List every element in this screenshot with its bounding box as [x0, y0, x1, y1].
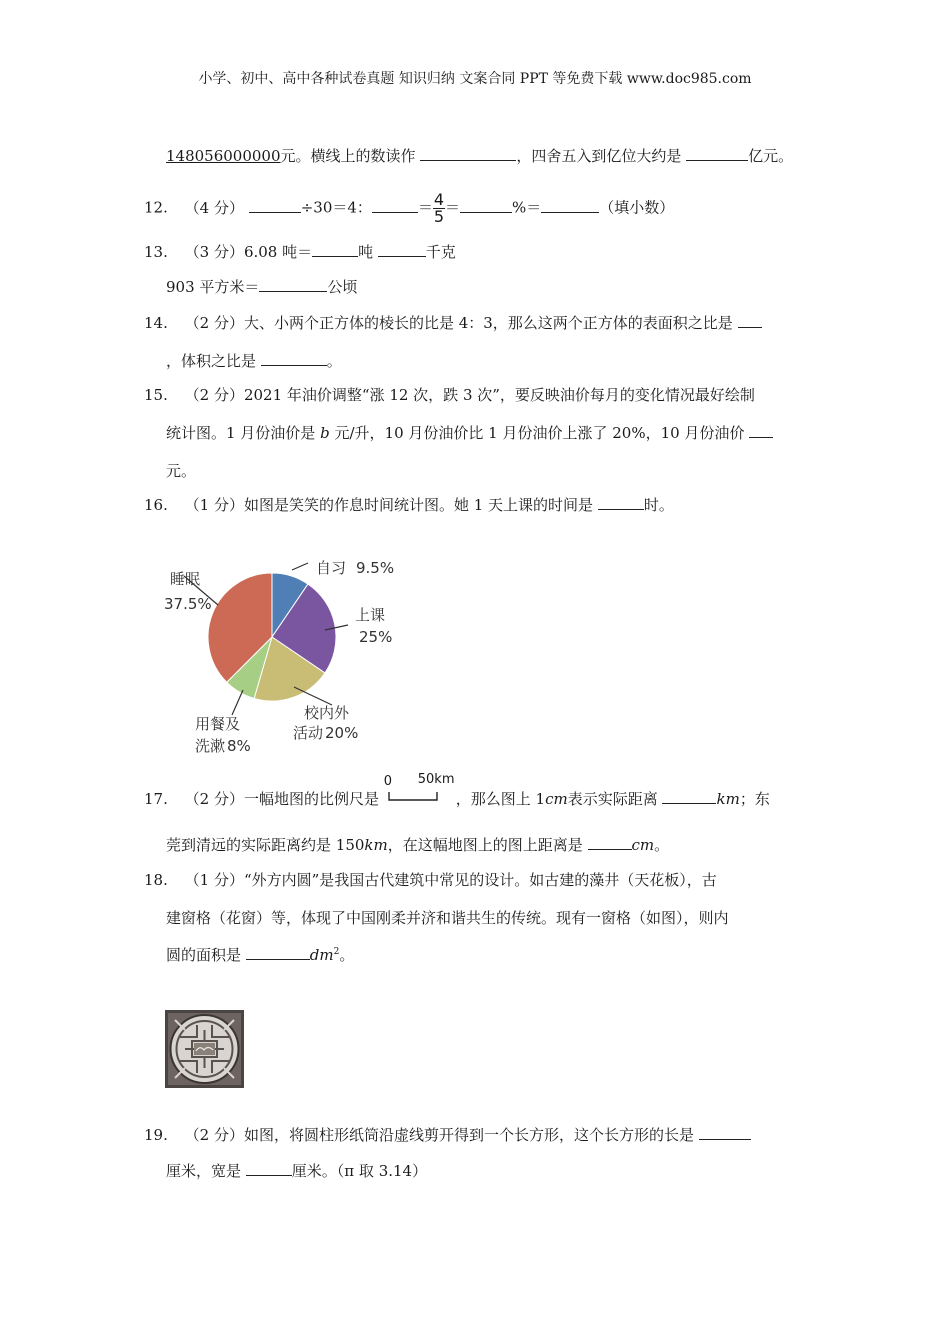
- q13-line1: [144, 241, 456, 262]
- q19-blank-length[interactable]: [699, 1125, 751, 1140]
- q17-unit-cm-2: cm: [631, 836, 655, 854]
- pie-label-sleep-value: 37.5%: [164, 595, 212, 613]
- q18-blank-area[interactable]: [246, 945, 310, 960]
- q17-text2: ，那么图上 1: [455, 790, 546, 808]
- leader-line-meals: [232, 690, 243, 715]
- q18-text1: “外方内圆”是我国古代建筑中常见的设计。如古建的藻井（天花板），古: [243, 871, 717, 889]
- q14-line1: [144, 312, 762, 333]
- q16-line: [144, 494, 674, 515]
- pie-label-class-name: 上课: [355, 606, 386, 624]
- pie-label-sleep-name: 睡眠: [170, 570, 201, 588]
- q17-text4: ；东: [739, 790, 770, 808]
- q12-score: （4 分）: [184, 198, 244, 217]
- q14-text3: 。: [326, 352, 342, 370]
- schedule-pie-chart: [150, 545, 410, 760]
- q15-blank-price[interactable]: [749, 423, 773, 438]
- q12-line: [144, 192, 674, 225]
- q17-unit-km-2: km: [364, 836, 388, 854]
- q15-text1: 2021 年油价调整“涨 12 次，跌 3 次”，要反映油价每月的变化情况最好绘制: [243, 386, 755, 404]
- q13-text3: 千克: [425, 243, 456, 261]
- q15-line3: 元。: [166, 462, 197, 480]
- q19-text2: 厘米，宽是: [166, 1162, 242, 1180]
- q13-text2: 吨: [358, 243, 374, 261]
- q17-unit-km: km: [716, 790, 740, 808]
- q15-line1: [144, 384, 755, 405]
- q12-eq1: ＝: [417, 198, 433, 217]
- q11-line: [166, 145, 793, 166]
- q17-blank-map-distance[interactable]: [588, 835, 632, 850]
- q18-line3: [166, 944, 354, 965]
- q12-fraction: [433, 192, 445, 225]
- q16-number: 16.: [144, 496, 168, 514]
- q14-text2: ，体积之比是: [166, 352, 257, 370]
- leader-line-selfstudy: [292, 563, 308, 570]
- q17-text6: ，在这幅地图上的图上距离是: [387, 836, 583, 854]
- q18-line1: [144, 869, 717, 890]
- fraction-numerator: 4: [433, 190, 445, 209]
- q13-score: （3 分）: [184, 243, 244, 261]
- pie-label-meals-name2: 洗漱: [195, 737, 226, 755]
- q19-blank-width[interactable]: [246, 1161, 292, 1176]
- q19-line2: [166, 1160, 427, 1181]
- q19-text1: 如图，将圆柱形纸筒沿虚线剪开得到一个长方形，这个长方形的长是: [243, 1126, 694, 1144]
- q16-text1: 如图是笑笑的作息时间统计图。她 1 天上课的时间是: [243, 496, 594, 514]
- pie-label-class-value: 25%: [359, 628, 393, 646]
- q13-number: 13.: [144, 243, 168, 261]
- pie-label-activities-name2: 活动: [293, 724, 324, 742]
- q17-score: （2 分）: [184, 790, 244, 808]
- q18-text4: 。: [339, 946, 355, 964]
- q14-blank-area[interactable]: [738, 313, 762, 328]
- q11-blank-rounded[interactable]: [686, 146, 748, 161]
- q17-line2: [166, 834, 669, 855]
- q18-text3: 圆的面积是: [166, 946, 242, 964]
- q18-number: 18.: [144, 871, 168, 889]
- pie-label-selfstudy-name: 自习: [316, 559, 347, 577]
- scale-bar-graphic: [388, 792, 438, 802]
- fraction-denominator: 5: [433, 207, 445, 226]
- q14-number: 14.: [144, 314, 168, 332]
- q12-blank-2[interactable]: [372, 198, 418, 213]
- q12-blank-3[interactable]: [460, 198, 512, 213]
- q15-text3: 元/升，10 月份油价比 1 月份油价上涨了 20%，10 月份油价: [334, 424, 745, 442]
- pie-label-activities-name: 校内外: [304, 704, 350, 722]
- q19-number: 19.: [144, 1126, 168, 1144]
- q18-unit: dm: [309, 946, 334, 964]
- q17-line1: [144, 772, 770, 809]
- q12-number: 12.: [144, 198, 168, 217]
- q11-text3: 亿元。: [748, 147, 794, 165]
- page-header: 小学、初中、高中各种试卷真题 知识归纳 文案合同 PPT 等免费下载 www.doc985.com: [198, 71, 752, 87]
- q17-unit-cm: cm: [545, 790, 568, 808]
- pie-label-activities-value: 20%: [325, 724, 359, 742]
- pie-label-meals-value: 8%: [227, 737, 251, 755]
- q13-blank-ton[interactable]: [312, 242, 358, 257]
- q13-blank-kg[interactable]: [378, 242, 426, 257]
- q13-line2: [166, 276, 357, 297]
- q11-text2: ，四舍五入到亿位大约是: [516, 147, 682, 165]
- q17-number: 17.: [144, 790, 168, 808]
- pie-label-meals-name: 用餐及: [195, 715, 241, 733]
- q16-blank-hours[interactable]: [598, 495, 644, 510]
- q11-text1: 元。横线上的数读作: [280, 147, 416, 165]
- scale-bar: [383, 772, 456, 804]
- q12-eq2: ＝: [444, 198, 460, 217]
- q12-div: ÷30＝4：: [300, 198, 372, 217]
- q13-text4: 903 平方米＝: [166, 278, 260, 296]
- q13-text1: 6.08 吨＝: [243, 243, 313, 261]
- q14-blank-volume[interactable]: [261, 351, 327, 366]
- q19-text3: 厘米。（π 取 3.14）: [291, 1162, 428, 1180]
- window-lattice-image: [165, 1010, 244, 1088]
- q17-blank-distance[interactable]: [662, 789, 716, 804]
- q14-line2: [166, 350, 342, 371]
- q13-blank-hectare[interactable]: [259, 277, 327, 292]
- q12-pct: %＝: [511, 198, 542, 217]
- q15-line2: [166, 422, 773, 443]
- q18-score: （1 分）: [184, 871, 244, 889]
- q16-text2: 时。: [643, 496, 674, 514]
- leader-line-activities: [294, 687, 332, 705]
- q17-text5: 莞到清远的实际距离约是 150: [166, 836, 365, 854]
- q13-text5: 公顷: [327, 278, 358, 296]
- q17-text7: 。: [654, 836, 670, 854]
- pie-label-selfstudy-value: 9.5%: [356, 559, 395, 577]
- q12-blank-1[interactable]: [249, 198, 301, 213]
- q18-unit-sup: 2: [333, 947, 340, 957]
- q11-number: 148056000000: [166, 147, 281, 165]
- q18-line2: 建窗格（花窗）等，体现了中国刚柔并济和谐共生的传统。现有一窗格（如图），则内: [166, 909, 729, 927]
- q14-score: （2 分）: [184, 314, 244, 332]
- q17-text3: 表示实际距离: [567, 790, 658, 808]
- q19-line1: [144, 1124, 751, 1145]
- q15-score: （2 分）: [184, 386, 244, 404]
- scale-zero: 0: [383, 774, 393, 789]
- q12-tail: （填小数）: [599, 198, 675, 217]
- q15-text2: 统计图。1 月份油价是: [166, 424, 316, 442]
- scale-50km: 50km: [417, 772, 455, 787]
- q15-number: 15.: [144, 386, 168, 404]
- q11-blank-reading[interactable]: [420, 146, 516, 161]
- q16-score: （1 分）: [184, 496, 244, 514]
- q14-text1: 大、小两个正方体的棱长的比是 4：3，那么这两个正方体的表面积之比是: [243, 314, 733, 332]
- q17-text1: 一幅地图的比例尺是: [243, 790, 379, 808]
- q15-var-b: b: [320, 424, 330, 442]
- q12-blank-4[interactable]: [541, 198, 599, 213]
- q19-score: （2 分）: [184, 1126, 244, 1144]
